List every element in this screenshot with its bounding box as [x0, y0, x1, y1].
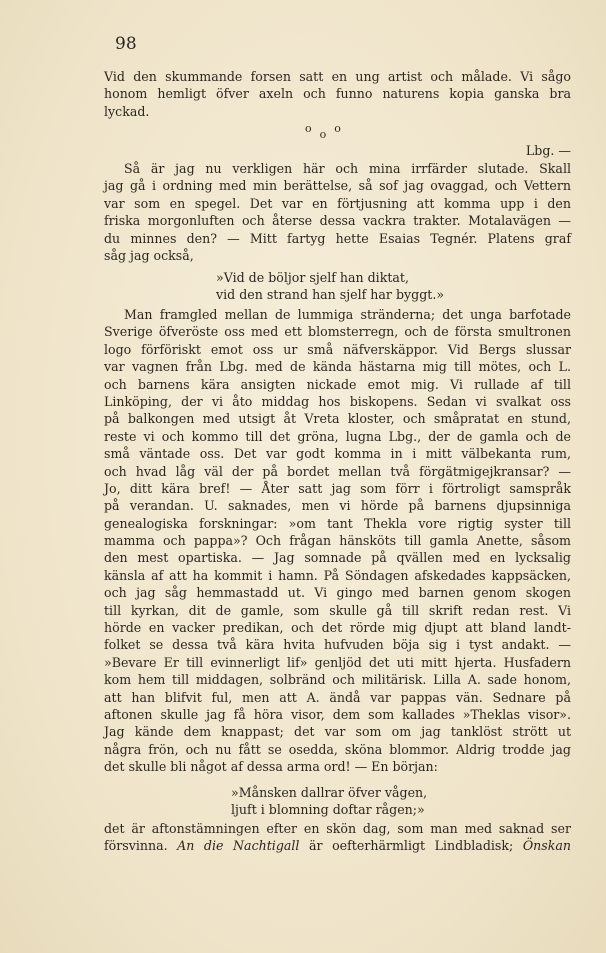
separator-mark: o — [305, 122, 320, 135]
verse-quote-2 — [231, 784, 427, 819]
verse-quote-1 — [216, 269, 444, 304]
text-line: och jag såg hemmastadd ut. Vi gingo med barnen genom skogen — [104, 585, 571, 601]
text-line: »Bevare Er till evinnerligt lif» genljöd det uti mitt hjerta. Husfadern — [104, 654, 571, 670]
text-line: Sverige öfveröste oss med ett blomsterregn, och de första smultronen — [104, 324, 571, 340]
paragraph-journey — [104, 306, 571, 776]
text-line: några frön, och nu fått se osedda, sköna blommor. Aldrig trodde jag — [104, 741, 571, 757]
line-part: försvinna. — [104, 838, 168, 854]
text-line: små väntade oss. Det var godt komma in i mitt välbekanta rum, — [104, 446, 571, 462]
text-line: folket se dessa två kära hvita hufvuden böja sig i tyst andakt. — — [104, 637, 571, 653]
text-line: reste vi och kommo till det gröna, lugna Lbg., der de gamla och de — [104, 428, 571, 444]
text-line: och barnens kära ansigten nickade emot mig. Vi rullade af till — [104, 376, 571, 392]
page-number: 98 — [115, 34, 137, 54]
separator-mark: o — [334, 122, 349, 135]
text-line: genealogiska forskningar: »om tant Thekla vore rigtig syster till — [104, 515, 571, 531]
text-line: var som en spegel. Det var en förtjusning att komma upp i den — [104, 195, 571, 211]
paragraph-artist — [104, 68, 571, 120]
text-line: Jag kände dem knappast; det var som om jag tanklöst strött ut — [104, 724, 571, 740]
text-line: Man framgled mellan de lummiga stränderna; det unga barfotade — [124, 307, 571, 322]
text-line: friska morgonluften och återse dessa vackra trakter. Motalavägen — — [104, 213, 571, 229]
verse-line: vid den strand han sjelf har byggt.» — [216, 287, 445, 303]
text-line: till kyrkan, dit de gamle, som skulle gå till skrift redan rest. Vi — [104, 602, 571, 618]
text-line: mamma och pappa»? Och frågan hänsköts till gamla Anette, såsom — [104, 533, 571, 549]
text-line: och hvad låg väl der på bordet mellan två förgätmigejkransar? — — [104, 463, 571, 479]
text-line: honom hemligt öfver axeln och funno naturens kopia ganska bra — [104, 86, 571, 102]
text-line: Linköping, der vi åto middag hos biskopens. Sedan vi svalkat oss — [104, 393, 571, 409]
text-line: såg jag också, — [104, 247, 194, 263]
section-separator — [305, 122, 349, 141]
text-line: det skulle bli något af dessa arma ord! — En början: — [104, 759, 438, 775]
text-line: hörde en vacker predikan, och det rörde mig djupt att bland landt- — [104, 620, 571, 636]
verse-line: »Vid de böljor sjelf han diktat, — [216, 270, 409, 285]
song-title: An die Nachtigall — [177, 838, 300, 854]
song-title: Önskan — [522, 838, 571, 854]
separator-mark: o — [319, 128, 335, 141]
text-line: logo förföriskt emot oss ur små näfverskäppor. Vid Bergs slussar — [104, 341, 571, 357]
text-line: att han blifvit ful, men att A. ändå var pappas vän. Sednare på — [104, 689, 571, 705]
paragraph-songs — [104, 820, 571, 855]
text-line: Jo, ditt kära bref! — Åter satt jag som förr i förtroligt samspråk — [104, 480, 571, 496]
text-line: Så är jag nu verkligen här och mina irrfärder slutade. Skall — [124, 161, 571, 176]
verse-line: »Månsken dallrar öfver vågen, — [231, 785, 428, 800]
text-line: jag gå i ordning med min berättelse, så sof jag ovaggad, och Vettern — [104, 178, 571, 194]
letter-signature: Lbg. — — [525, 143, 571, 158]
line-part: är oefterhärmligt Lindbladisk; — [309, 838, 514, 854]
text-line: Vid den skummande forsen satt en ung artist och målade. Vi sågo — [104, 69, 571, 84]
text-line: lyckad. — [104, 103, 150, 119]
text-line: du minnes den? — Mitt fartyg hette Esaias Tegnér. Platens graf — [104, 230, 571, 246]
text-line: det är aftonstämningen efter en skön dag, som man med saknad ser — [104, 821, 571, 836]
verse-line: ljuft i blomning doftar rågen;» — [231, 802, 425, 818]
text-line: den mest opartiska. — Jag somnade på qvällen med en lycksalig — [104, 550, 571, 566]
text-line: på balkongen med utsigt åt Vreta kloster, och småpratat en stund, — [104, 411, 571, 427]
text-line: på verandan. U. saknades, men vi hörde på barnens djupsinniga — [104, 498, 571, 514]
text-line: känsla af att ha kommit i hamn. På Söndagen afskedades kappsäcken, — [104, 567, 571, 583]
text-line: var vagnen från Lbg. med de kända hästarna mig till mötes, och L. — [104, 359, 571, 375]
text-line — [104, 837, 571, 854]
paragraph-arrival — [104, 160, 571, 264]
text-line: aftonen skulle jag få höra visor, dem som kallades »Theklas visor». — [104, 706, 571, 722]
text-line: kom hem till middagen, solbränd och militärisk. Lilla A. sade honom, — [104, 672, 571, 688]
